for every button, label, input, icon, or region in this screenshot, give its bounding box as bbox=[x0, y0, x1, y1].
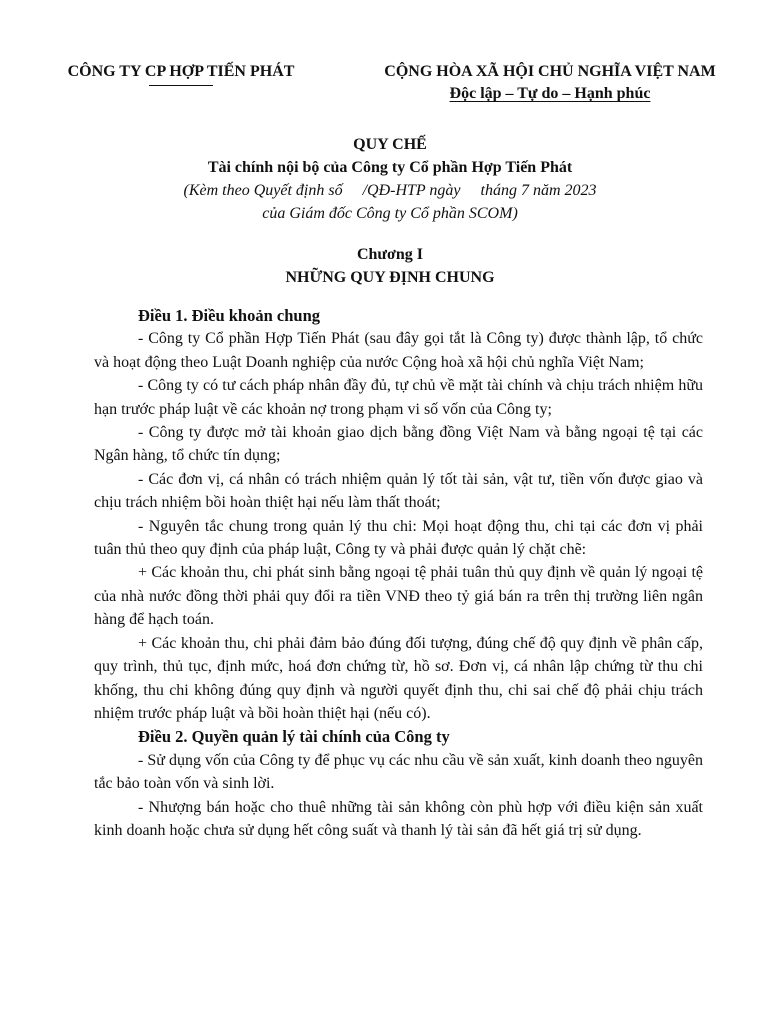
chapter-name: NHỮNG QUY ĐỊNH CHUNG bbox=[285, 269, 495, 286]
document-body bbox=[94, 304, 703, 842]
article-1-paragraph: + Các khoản thu, chi phải đảm bảo đúng đối tượng, đúng chế độ quy định về phân cấp, quy trình, thủ tục, định mức, hoá đơn chứng từ, hồ sơ. Đơn vị, cá nhân lập chứng từ thu chi khống, thu chi không đúng quy định và người quyết định thu, chi sai chế độ phải chịu trách nhiệm trước pháp luật và bồi hoàn thiệt hại (nếu có). bbox=[94, 634, 703, 722]
nation-title: CỘNG HÒA XÃ HỘI CHỦ NGHĨA VIỆT NAM bbox=[384, 63, 716, 80]
national-motto: Độc lập – Tự do – Hạnh phúc bbox=[449, 85, 651, 102]
article-1-paragraph: + Các khoản thu, chi phát sinh bằng ngoại tệ phải tuân thủ quy định về quản lý ngoại tệ của nhà nước đồng thời phải quy đổi ra tiền VNĐ theo tỷ giá bán ra trên thị trường liên ngân hàng để hạch toán. bbox=[94, 564, 703, 629]
article-1-paragraph: - Nguyên tắc chung trong quản lý thu chi: Mọi hoạt động thu, chi tại các đơn vị phải tuân thủ theo quy định của pháp luật, Công ty và phải được quản lý chặt chẽ: bbox=[94, 517, 703, 559]
article-1-heading: Điều 1. Điều khoản chung bbox=[138, 306, 321, 325]
document-title-block bbox=[60, 133, 720, 225]
attachment-note-line-1: (Kèm theo Quyết định số /QĐ-HTP ngày tháng 7 năm 2023 bbox=[183, 182, 597, 199]
attachment-note-line-2: của Giám đốc Công ty Cổ phần SCOM) bbox=[262, 205, 518, 222]
article-1-paragraph: - Công ty có tư cách pháp nhân đầy đủ, tự chủ về mặt tài chính và chịu trách nhiệm hữu hạn trước pháp luật về các khoản nợ trong phạm vi số vốn của Công ty; bbox=[94, 377, 703, 418]
article-2-heading: Điều 2. Quyền quản lý tài chính của Công ty bbox=[138, 727, 450, 747]
article-1-paragraph: - Các đơn vị, cá nhân có trách nhiệm quản lý tốt tài sản, vật tư, tiền vốn được giao và chịu trách nhiệm bồi hoàn thiệt hại nếu làm thất thoát; bbox=[94, 470, 703, 512]
company-underline bbox=[149, 85, 213, 86]
company-name: CÔNG TY CP HỢP TIẾN PHÁT bbox=[67, 63, 295, 80]
article-1-paragraph: - Công ty được mở tài khoản giao dịch bằng đồng Việt Nam và bằng ngoại tệ tại các Ngân hàng, tổ chức tín dụng; bbox=[94, 424, 703, 465]
national-header bbox=[360, 62, 740, 104]
article-1-paragraph: - Công ty Cổ phần Hợp Tiến Phát (sau đây gọi tắt là Công ty) được thành lập, tổ chức và hoạt động theo Luật Doanh nghiệp của nước Cộng hoà xã hội chủ nghĩa Việt Nam; bbox=[94, 330, 703, 371]
chapter-number: Chương I bbox=[356, 246, 424, 263]
document-subtitle: Tài chính nội bộ của Công ty Cổ phần Hợp Tiến Phát bbox=[207, 159, 573, 176]
article-2-paragraph: - Sử dụng vốn của Công ty để phục vụ các nhu cầu về sản xuất, kinh doanh theo nguyên tắc bảo toàn vốn và sinh lời. bbox=[94, 751, 703, 793]
document-title: QUY CHẾ bbox=[353, 136, 427, 153]
chapter-heading bbox=[60, 243, 720, 289]
article-2-paragraph: - Nhượng bán hoặc cho thuê những tài sản không còn phù hợp với điều kiện sản xuất kinh doanh hoặc chưa sử dụng hết công suất và thanh lý tài sản đã hết giá trị sử dụng. bbox=[94, 798, 703, 839]
company-header bbox=[46, 62, 316, 86]
